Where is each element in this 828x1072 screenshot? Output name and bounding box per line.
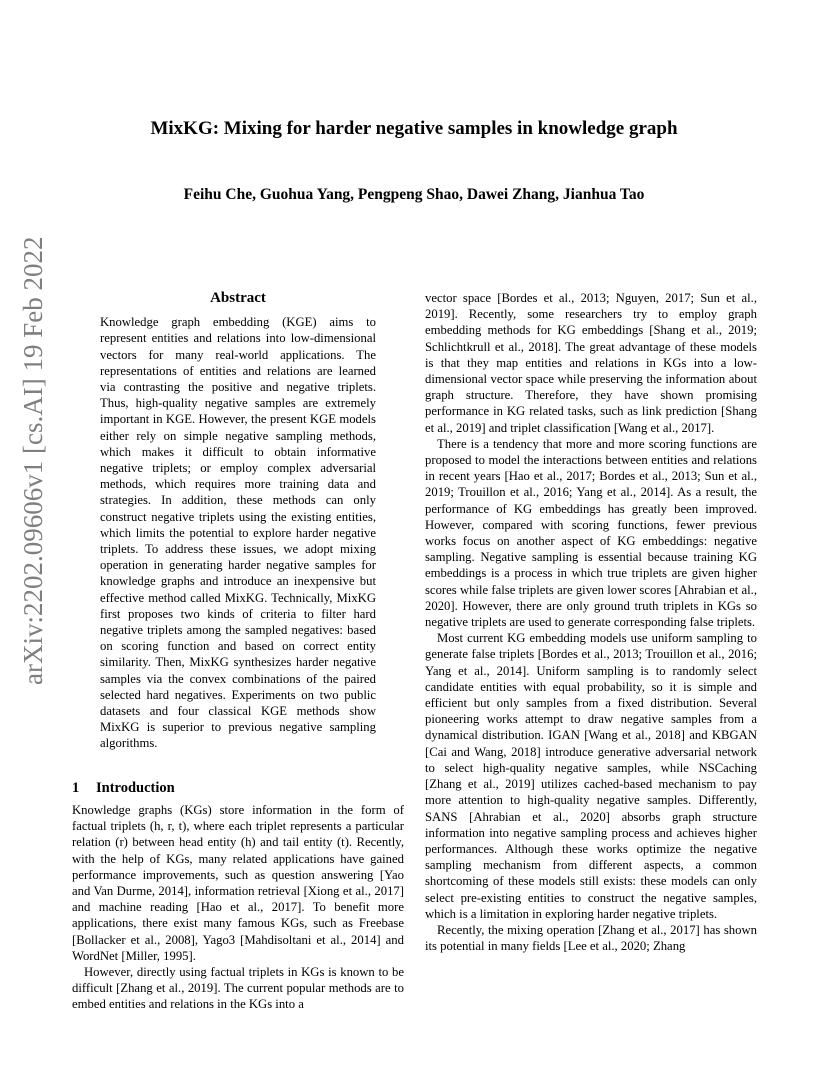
- body-paragraph: vector space [Bordes et al., 2013; Nguyen, 2017; Sun et al., 2019]. Recently, some researchers try to employ graph embedding methods for KG embeddings [Shang et al., 2019; Schlichtkrull et al., 2018]. The great advantage of these models is that they map entities and relations in KGs into a low-dimensional vector space while preserving the information about graph structure. Therefore, they have shown promising performance in KG related tasks, such as link prediction [Shang et al., 2019] and triplet classification [Wang et al., 2017].: [425, 291, 757, 435]
- left-column: [72, 290, 404, 1013]
- intro-paragraph: However, directly using factual triplets in KGs is known to be difficult [Zhang et al., 2019]. The current popular methods are to embed entities and relations in the KGs into a: [72, 964, 404, 1012]
- body-paragraph: Most current KG embedding models use uniform sampling to generate false triplets [Bordes et al., 2013; Trouillon et al., 2016; Yang et al., 2014]. Uniform sampling is to randomly select candidate entities with equal probability, so it is simple and efficient but only samples from a fixed distribution. Several pioneering works attempt to draw negative samples from a dynamical distribution. IGAN [Wang et al., 2018] and KBGAN [Cai and Wang, 2018] introduce generative adversarial network to select high-quality negative samples, while NSCaching [Zhang et al., 2019] utilizes cached-based mechanism to pay more attention to high-quality negative samples. Differently, SANS [Ahrabian et al., 2020] absorbs graph structure information into negative sampling process and achieves higher performances. Although these works optimize the negative sampling mechanism from different aspects, a common shortcoming of these models still exists: these models can only select pre-existing entities to construct the negative samples, which is a limitation in exploring harder negative triplets.: [425, 631, 757, 921]
- body-paragraph: There is a tendency that more and more scoring functions are proposed to model the interactions between entities and relations in recent years [Hao et al., 2017; Bordes et al., 2013; Sun et al., 2019; Trouillon et al., 2016; Yang et al., 2014]. As a result, the performance of KG embeddings has greatly been improved. However, compared with scoring functions, fewer previous works focus on another aspect of KG embeddings: negative sampling. Negative sampling is essential because training KG embeddings is a process in which true triplets are given higher scores while false triplets are given lower scores [Ahrabian et al., 2020]. However, there are only ground truth triplets in KGs so negative triplets are used to generate corresponding false triplets.: [425, 436, 757, 630]
- section-number: 1: [72, 779, 80, 796]
- body-paragraph: Recently, the mixing operation [Zhang et al., 2017] has shown its potential in many fields [Lee et al., 2020; Zhang: [425, 922, 757, 954]
- arxiv-identifier-stamp: [18, 236, 58, 685]
- section-title: Introduction: [96, 779, 175, 796]
- arxiv-identifier-text: arXiv:2202.09606v1 [cs.AI] 19 Feb 2022: [18, 236, 48, 685]
- abstract-body: Knowledge graph embedding (KGE) aims to represent entities and relations into low-dimensional vectors for many real-world applications. The representations of entities and relations are learned via contrasting the positive and negative triplets. Thus, high-quality negative samples are extremely important in KGE. However, the present KGE models either rely on simple negative sampling methods, which makes it difficult to obtain informative negative triplets; or employ complex adversarial methods, which requires more training data and strategies. In addition, these methods can only construct negative triplets using the existing entities, which limits the potential to explore harder negative triplets. To address these issues, we adopt mixing operation in generating harder negative samples for knowledge graphs and introduce an inexpensive but effective method called MixKG. Technically, MixKG first proposes two kinds of criteria to filter hard negative triplets among the sampled negatives: based on scoring function and based on correct entity similarity. Then, MixKG synthesizes harder negative samples via the convex combinations of the paired selected hard negatives. Experiments on two public datasets and four classical KGE methods show MixKG is superior to previous negative sampling algorithms.: [100, 315, 376, 751]
- paper-title: MixKG: Mixing for harder negative samples in knowledge graph: [150, 118, 678, 139]
- right-column: [425, 290, 757, 954]
- paper-authors: Feihu Che, Guohua Yang, Pengpeng Shao, Dawei Zhang, Jianhua Tao: [183, 186, 645, 203]
- abstract-heading: Abstract: [210, 290, 266, 306]
- section-heading-introduction: [72, 780, 404, 796]
- intro-paragraph: Knowledge graphs (KGs) store information in the form of factual triplets (h, r, t), where each triplet represents a particular relation (r) between head entity (h) and tail entity (t). Recently, with the help of KGs, many related applications have gained performance improvements, such as question answering [Yao and Van Durme, 2014], information retrieval [Xiong et al., 2017] and machine reading [Hao et al., 2017]. To benefit more applications, there exist many famous KGs, such as Freebase [Bollacker et al., 2008], Yago3 [Mahdisoltani et al., 2014] and WordNet [Miller, 1995].: [72, 802, 404, 963]
